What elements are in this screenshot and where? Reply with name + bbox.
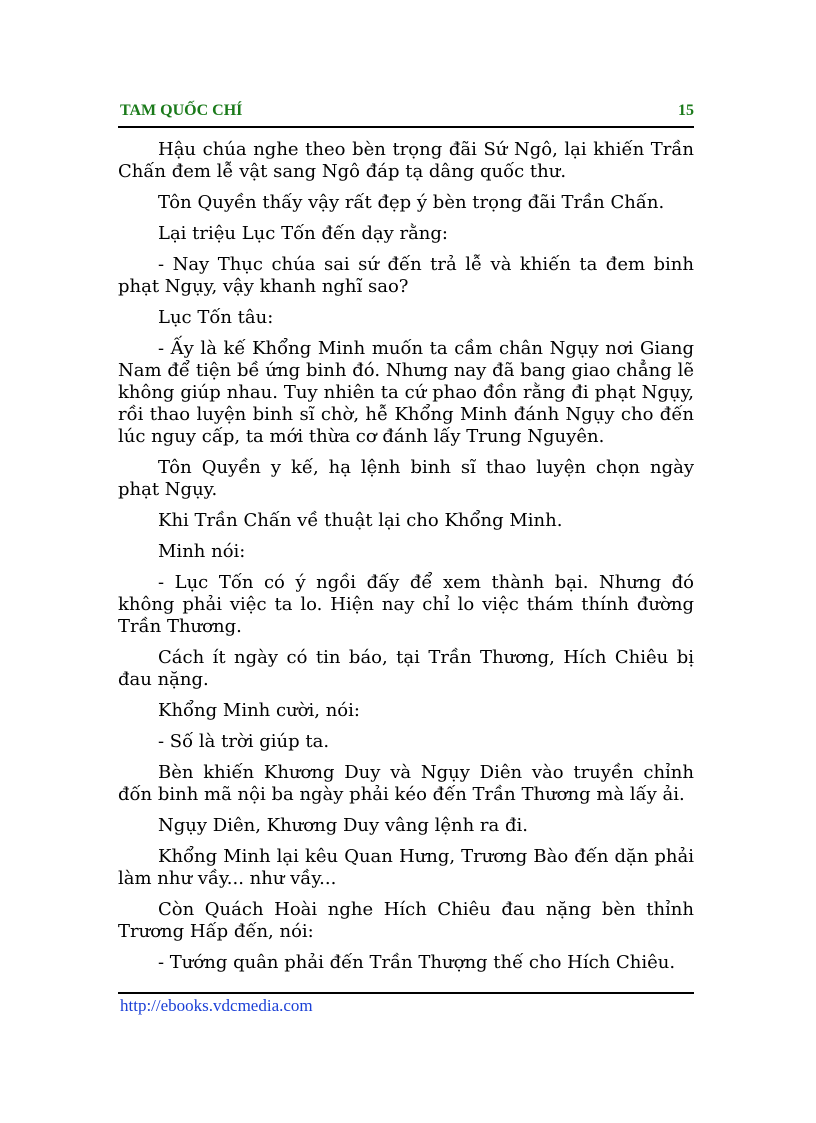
paragraph: Tôn Quyền y kế, hạ lệnh binh sĩ thao luyện chọn ngày phạt Ngụy. [118,457,694,500]
paragraph: - Nay Thục chúa sai sứ đến trả lễ và khiến ta đem binh phạt Ngụy, vậy khanh nghĩ sao? [118,254,694,297]
paragraph: - Ấy là kế Khổng Minh muốn ta cầm chân Ngụy nơi Giang Nam để tiện bề ứng binh đó. Nhưng nay đã bang giao chẳng lẽ không giúp nhau. Tuy nhiên ta cứ phao đồn rằng đi phạt Ngụy, rồi thao luyện binh sĩ chờ, hễ Khổng Minh đánh Ngụy cho đến lúc nguy cấp, ta mới thừa cơ đánh lấy Trung Nguyên. [118,338,694,447]
paragraph: Bèn khiến Khương Duy và Ngụy Diên vào truyền chỉnh đốn binh mã nội ba ngày phải kéo đến Trần Thương mà lấy ải. [118,762,694,805]
paragraph: Ngụy Diên, Khương Duy vâng lệnh ra đi. [158,815,528,836]
book-title: TAM QUỐC CHÍ [120,102,243,119]
paragraph: Còn Quách Hoài nghe Hích Chiêu đau nặng bèn thỉnh Trương Hấp đến, nói: [118,899,694,942]
paragraph: Khổng Minh lại kêu Quan Hưng, Trương Bào đến dặn phải làm như vầy... như vầy... [118,846,694,889]
paragraph: - Tướng quân phải đến Trần Thượng thế cho Hích Chiêu. [158,952,676,973]
paragraph: - Lục Tốn có ý ngồi đấy để xem thành bại. Nhưng đó không phải việc ta lo. Hiện nay chỉ lo việc thám thính đường Trần Thương. [118,572,694,637]
paragraph: Lại triệu Lục Tốn đến dạy rằng: [158,223,448,244]
paragraph: Hậu chúa nghe theo bèn trọng đãi Sứ Ngô, lại khiến Trần Chấn đem lễ vật sang Ngô đáp tạ dâng quốc thư. [118,139,694,182]
paragraph: Khi Trần Chấn về thuật lại cho Khổng Minh. [158,510,563,531]
page-number: 15 [678,102,694,119]
paragraph: - Số là trời giúp ta. [158,731,330,752]
paragraph: Cách ít ngày có tin báo, tại Trần Thương, Hích Chiêu bị đau nặng. [118,647,694,690]
paragraph: Khổng Minh cười, nói: [158,700,360,721]
paragraph: Tôn Quyền thấy vậy rất đẹp ý bèn trọng đãi Trần Chấn. [158,192,665,213]
footer-link[interactable]: http://ebooks.vdcmedia.com [120,996,313,1015]
page-body [118,139,694,983]
footer-divider [118,992,694,994]
page-header [118,100,694,128]
paragraph: Lục Tốn tâu: [158,307,274,328]
paragraph: Minh nói: [158,541,246,562]
